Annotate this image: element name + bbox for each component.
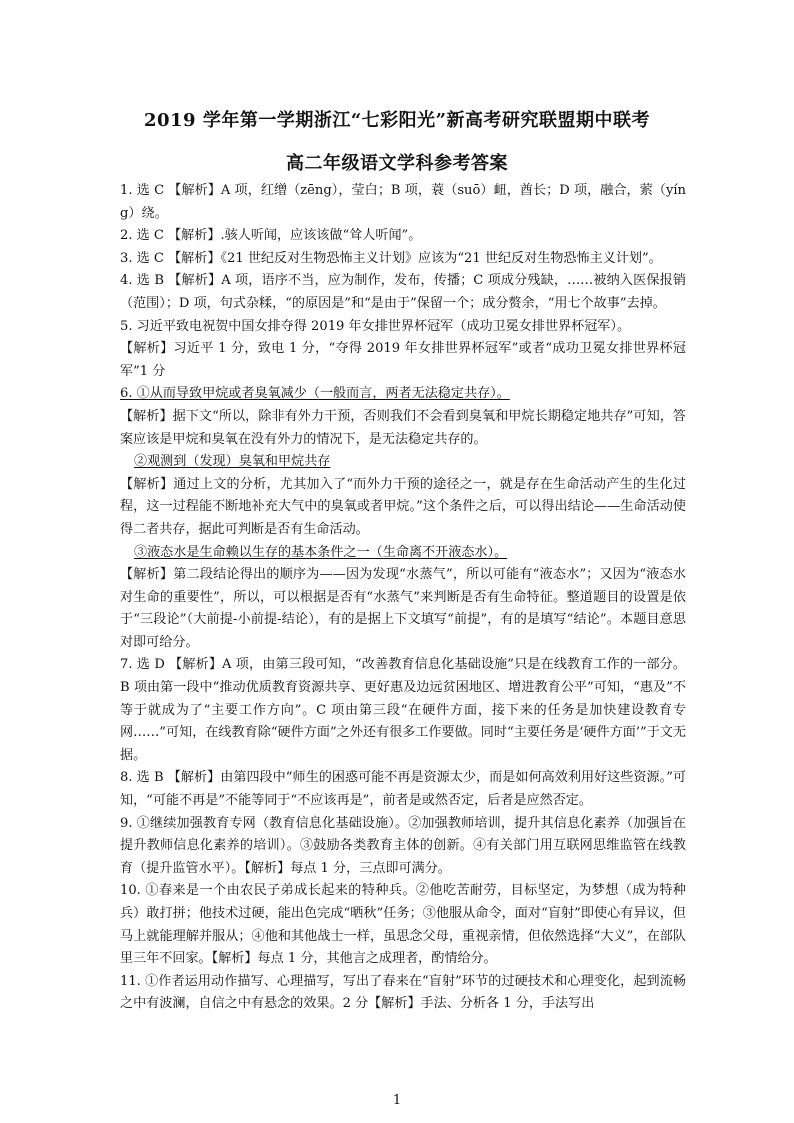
document-title: 2019 学年第一学期浙江“七彩阳光”新高考研究联盟期中联考: [143, 110, 651, 131]
answer-content: [120, 180, 686, 1016]
answer-3: 3. 选 C 【解析】《21 世纪反对生物恐怖主义计划》应该为“21 世纪反对生物恐怖主义计划”。: [120, 250, 662, 266]
page-number: 1: [392, 1093, 402, 1108]
answer-10: 10. ①春来是一个由农民子弟成长起来的特种兵。②他吃苦耐劳，目标坚定，为梦想（成为特种兵）敢打拼；他技术过硬，能出色完成“晒秋”任务；③他服从命令，面对“盲射”即使心有异议，但马上就能理解并服从；④他和其他战士一样，虽思念父母，重视亲情，但依然选择“大义”，在部队里三年不回家。【解析】每点 1 分，其他言之成理者，酌情给分。: [120, 883, 686, 967]
document-subtitle: 高二年级语文学科参考答案: [286, 153, 508, 174]
answer-6-point-1-explanation: 【解析】据下文“所以，除非有外力干预，否则我们不会看到臭氧和甲烷长期稳定地共存”可知，答案应该是甲烷和臭氧在没有外力的情况下，是无法稳定共存的。: [120, 408, 686, 447]
answer-5: 5. 习近平致电祝贺中国女排夺得 2019 年女排世界杯冠军（成功卫冕女排世界杯冠军）。: [120, 318, 631, 334]
answer-6-point-1: 6. ①从而导致甲烷或者臭氧减少（一般而言，两者无法稳定共存）。: [120, 386, 510, 402]
answer-5-explanation: 【解析】习近平 1 分，致电 1 分，“夺得 2019 年女排世界杯冠军”或者“成功卫冕女排世界杯冠军”1 分: [120, 341, 686, 379]
answer-11: 11. ①作者运用动作描写、心理描写，写出了春来在“盲射”环节的过硬技术和心理变化，起到流畅之中有波澜，自信之中有悬念的效果。2 分【解析】手法、分析各 1 分，手法写出: [120, 973, 686, 1012]
answer-2: 2. 选 C 【解析】.骇人听闻，应该该做“耸人听闻”。: [120, 228, 422, 244]
answer-6-point-3-explanation: 【解析】第二段结论得出的顺序为——因为发现“水蒸气”，所以可能有“液态水”；又因为“液态水对生命的重要性”，所以，可以根据是否有“水蒸气”来判断是否有生命特征。整道题目的设置是依于“三段论”（大前提-小前提-结论），有的是据上下文填写“前提”，有的是填写“结论”。本题目意思对即可给分。: [120, 567, 686, 650]
answer-9: 9. ①继续加强教育专网（教育信息化基础设施）。②加强教师培训，提升其信息化素养（加强旨在提升教师信息化素养的培训）。③鼓励各类教育主体的创新。④有关部门用互联网思维监管在线教育（提升监管水平）。【解析】每点 1 分，三点即可满分。: [120, 815, 686, 876]
answer-4: 4. 选 B 【解析】A 项，语序不当，应为制作，发布，传播；C 项成分残缺，……被纳入医保报销（范围）；D 项，句式杂糅，“的原因是”和“是由于”保留一个；成分赘余，“用七个故事”去掉。: [120, 273, 686, 311]
answer-6-point-3: ③液态水是生命赖以生存的基本条件之一（生命离不开液态水）。: [134, 544, 508, 560]
answer-6-point-2-explanation: 【解析】通过上文的分析，尤其加入了“而外力干预的途径之一，就是存在生命活动产生的生化过程，这一过程能不断地补充大气中的臭氧或者甲烷。”这个条件之后，可以得出结论——生命活动使得二者共存，据此可判断是否有生命活动。: [120, 476, 686, 537]
answer-1: 1. 选 C 【解析】A 项，红缯（zēng），莹白；B 项，蓑（suō）衄，酋长；D 项，融合，萦（yíng）绕。: [120, 183, 686, 221]
answer-7: 7. 选 D 【解析】A 项，由第三段可知，“改善教育信息化基础设施”只是在线教育工作的一部分。B 项由第一段中“推动优质教育资源共享、更好惠及边远贫困地区、增进教育公平”可知，“惠及”不等于就成为了“主要工作方向”。C 项由第三段“在硬件方面，接下来的任务是加快建设教育专网……”可知，在线教育除“硬件方面”之外还有很多工作要做。同时“主要任务是‘硬件方面’”于文无据。: [120, 657, 686, 763]
answer-8: 8. 选 B 【解析】由第四段中“师生的困惑可能不再是资源太少，而是如何高效利用好这些资源。”可知，“可能不再是”不能等同于“不应该再是”，前者是或然否定，后者是应然否定。: [120, 770, 686, 809]
answer-6-point-2: ②观测到（发现）臭氧和甲烷共存: [134, 454, 331, 470]
